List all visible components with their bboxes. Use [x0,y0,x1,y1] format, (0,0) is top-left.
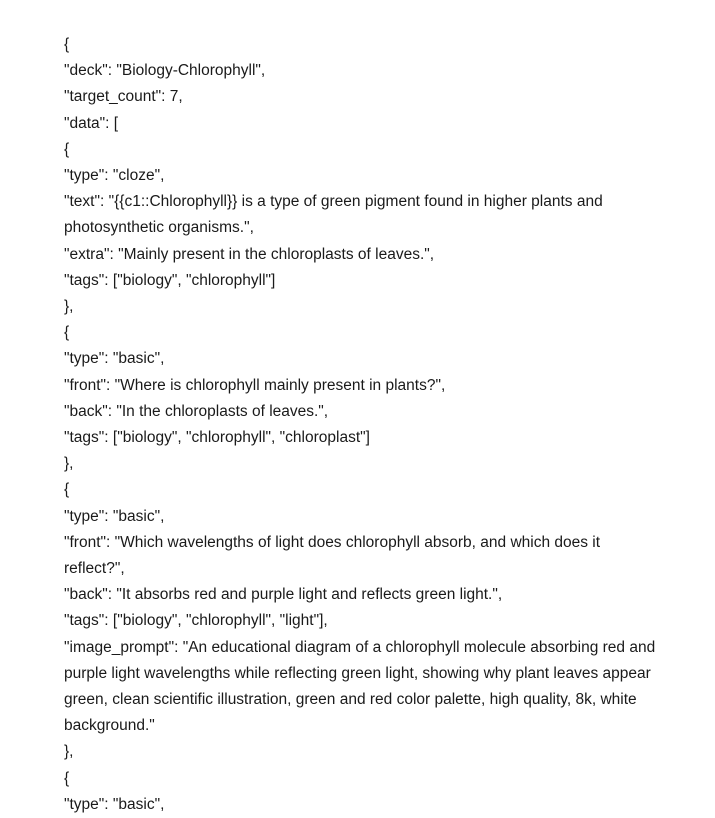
document-line: }, [64,743,74,761]
document-line: { [64,140,70,158]
document-line: "tags": ["biology", "chlorophyll", "chloroplast"] [64,429,370,447]
document-line: "tags": ["biology", "chlorophyll"] [64,271,276,289]
document-line: "tags": ["biology", "chlorophyll", "light"], [64,612,328,630]
document-line: "front": "Where is chlorophyll mainly present in plants?", [64,376,446,394]
document-line: "type": "basic", [64,350,165,368]
document-line: { [64,36,70,53]
document-line: "image_prompt": "An educational diagram of a chlorophyll molecule absorbing red and purple light wavelengths while reflecting green light, showing why plant leaves appear green, clean scientific illustration, green and red color palette, high quality, 8k, white background." [64,638,656,735]
document-line: }, [64,298,74,316]
document-line: { [64,324,70,342]
document-line: "target_count": 7, [64,88,183,106]
document-line: }, [64,455,74,473]
json-document [64,32,664,818]
document-line: "extra": "Mainly present in the chloroplasts of leaves.", [64,245,435,263]
document-line: "type": "basic", [64,507,165,525]
document-line: "text": "{{c1::Chlorophyll}} is a type of green pigment found in higher plants and photosynthetic organisms.", [64,193,603,237]
document-line: "data": [ [64,114,119,132]
document-line: { [64,769,70,787]
document-line: "back": "It absorbs red and purple light and reflects green light.", [64,586,503,604]
document-line: "back": "In the chloroplasts of leaves.", [64,402,329,420]
document-line: "deck": "Biology-Chlorophyll", [64,62,266,80]
document-line: "type": "cloze", [64,167,165,185]
document-line: "type": "basic", [64,795,165,813]
document-line: "front": "Which wavelengths of light does chlorophyll absorb, and which does it reflect?", [64,533,601,578]
document-line: { [64,481,70,499]
